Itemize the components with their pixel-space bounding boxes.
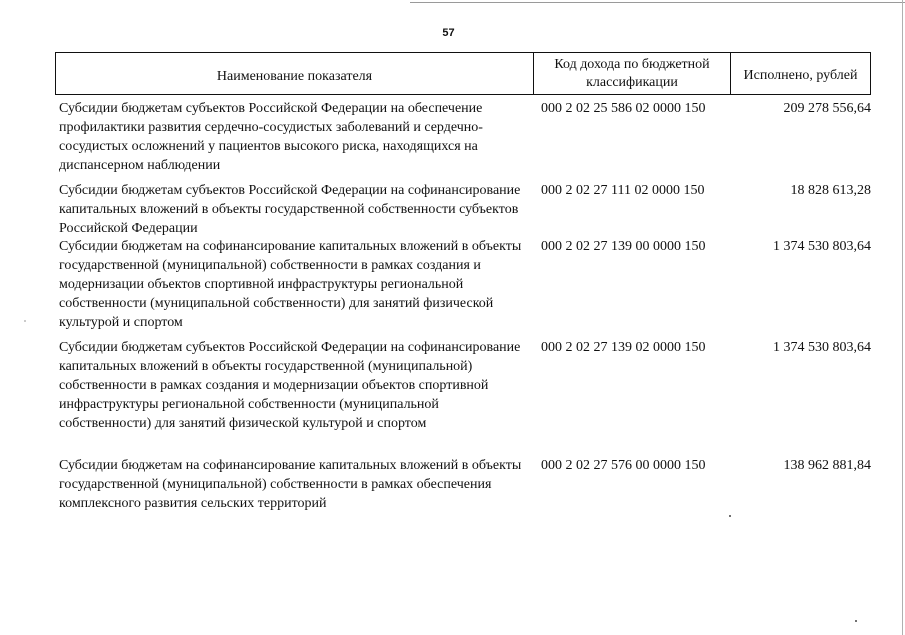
table-row <box>59 181 873 237</box>
row-name: Субсидии бюджетам на софинансирование капитальных вложений в объекты государственной (муниципальной) собственности в рамках обеспечения комплексного развития сельских территорий <box>59 458 522 511</box>
row-name: Субсидии бюджетам субъектов Российской Федерации на софинансирование капитальных вложений в объекты государственной (муниципальной) собственности в рамках создания и модернизации объектов спортивной инфраструктуры региональной собственности (муниципальной собственности) для занятий физической культурой и спортом <box>59 340 521 431</box>
header-code: Код дохода по бюджетной классификации <box>534 53 731 94</box>
row-name: Субсидии бюджетам на софинансирование капитальных вложений в объекты государственной (муниципальной) собственности в рамках создания и модернизации объектов спортивной инфраструктуры региональной собственности (муниципальной собственности) для занятий физической культурой и спортом <box>59 239 522 330</box>
row-code: 000 2 02 27 139 02 0000 150 <box>541 340 706 355</box>
page-number: 57 <box>442 27 455 39</box>
scan-speck <box>24 320 26 322</box>
row-amount: 209 278 556,64 <box>783 101 871 116</box>
row-code: 000 2 02 27 576 00 0000 150 <box>541 458 706 473</box>
scan-top-edge <box>410 2 905 3</box>
table-row <box>59 99 873 181</box>
table-body <box>59 99 873 516</box>
row-amount: 1 374 530 803,64 <box>773 340 871 355</box>
scan-speck <box>729 515 731 517</box>
header-name: Наименование показателя <box>56 53 534 94</box>
row-name: Субсидии бюджетам субъектов Российской Федерации на софинансирование капитальных вложений в объекты государственной собственности субъектов Российской Федерации <box>59 183 521 236</box>
row-code: 000 2 02 27 139 00 0000 150 <box>541 239 706 254</box>
row-code: 000 2 02 25 586 02 0000 150 <box>541 101 706 116</box>
table-row <box>59 456 873 516</box>
table-row <box>59 338 873 456</box>
row-amount: 18 828 613,28 <box>790 183 871 198</box>
scan-speck <box>855 620 857 622</box>
row-code: 000 2 02 27 111 02 0000 150 <box>541 183 705 198</box>
table-row <box>59 237 873 338</box>
row-amount: 1 374 530 803,64 <box>773 239 871 254</box>
scan-right-edge <box>902 0 903 635</box>
header-amount: Исполнено, рублей <box>743 67 858 83</box>
row-name: Субсидии бюджетам субъектов Российской Федерации на обеспечение профилактики развития сердечно-сосудистых заболеваний и сердечно-сосудистых осложнений у пациентов высокого риска, находящихся на диспансерном наблюдении <box>59 101 483 173</box>
row-amount: 138 962 881,84 <box>783 458 871 473</box>
table-header <box>55 52 871 95</box>
